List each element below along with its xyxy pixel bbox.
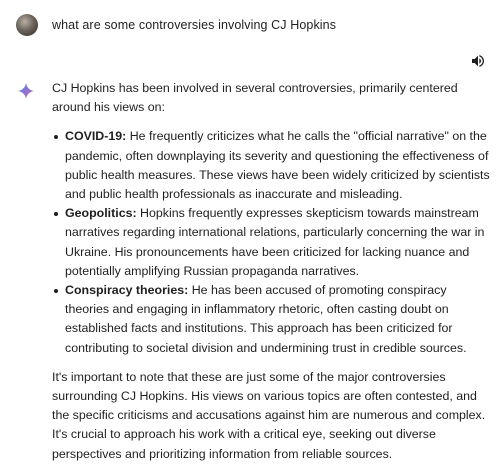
- controversy-list: [52, 127, 492, 357]
- list-item-term: Geopolitics:: [65, 206, 137, 221]
- user-message: [16, 14, 336, 36]
- assistant-response: [52, 79, 492, 464]
- avatar[interactable]: [16, 14, 38, 36]
- list-item: [65, 281, 492, 358]
- list-item-term: COVID-19:: [65, 129, 127, 144]
- gemini-sparkle-icon: [17, 82, 35, 100]
- list-item-term: Conspiracy theories:: [65, 283, 189, 298]
- list-item-text: Hopkins frequently expresses skepticism towards mainstream narratives regarding international relations, particularly concerning the war in Ukraine. His pronouncements have been criticized for lacking nuance and potentially amplifying Russian propaganda narratives.: [65, 206, 485, 278]
- speaker-icon[interactable]: [470, 53, 486, 69]
- response-intro: CJ Hopkins has been involved in several controversies, primarily centered around his views on:: [52, 81, 458, 115]
- list-item-text: He frequently criticizes what he calls the "official narrative" on the pandemic, often downplaying its severity and questioning the effectiveness of public health measures. These views have been widely criticized by scientists and public health professionals as inaccurate and misleading.: [65, 129, 490, 202]
- user-query-text: what are some controversies involving CJ Hopkins: [52, 18, 337, 32]
- list-item-text: He has been accused of promoting conspiracy theories and engaging in inflammatory rhetoric, often casting doubt on established facts and institutions. This approach has been criticized for contributing to societal division and undermining trust in credible sources.: [65, 283, 467, 355]
- list-item: [65, 204, 492, 281]
- list-item: [65, 127, 492, 204]
- response-conclusion: It's important to note that these are just some of the major controversies surrounding CJ Hopkins. His views on various topics are often contested, and the specific criticisms and accusations against him are numerous and complex. It's crucial to approach his work with a critical eye, seeking out diverse perspectives and prioritizing information from reliable sources.: [52, 369, 486, 461]
